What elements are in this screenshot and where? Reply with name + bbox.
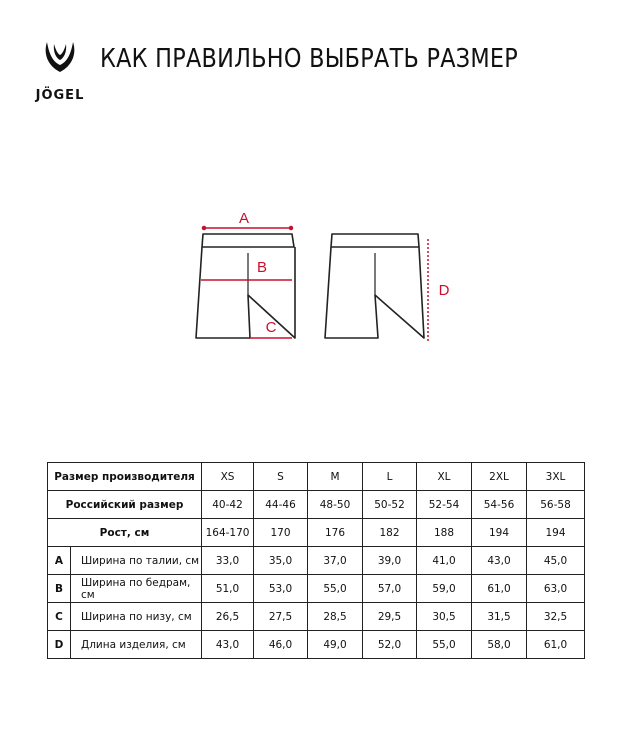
table-cell: 55,0 — [308, 575, 363, 603]
size-cell: M — [308, 463, 363, 491]
size-cell: L — [363, 463, 417, 491]
size-cell: S — [254, 463, 308, 491]
table-cell: 57,0 — [363, 575, 417, 603]
table-row — [48, 547, 585, 575]
param-name: Ширина по низу, см — [71, 603, 202, 631]
brand-logo — [24, 40, 96, 106]
table-cell: 52-54 — [417, 491, 472, 519]
label-a: A — [238, 210, 250, 227]
size-cell: 2XL — [472, 463, 527, 491]
param-name: Ширина по талии, см — [71, 547, 202, 575]
table-cell: 194 — [527, 519, 585, 547]
table-cell: 49,0 — [308, 631, 363, 659]
table-row — [48, 519, 585, 547]
size-cell: 3XL — [527, 463, 585, 491]
row-letter: B — [48, 575, 71, 603]
table-cell: 170 — [254, 519, 308, 547]
logo-text: JÖGEL — [35, 88, 85, 103]
table-cell: 182 — [363, 519, 417, 547]
table-cell: 27,5 — [254, 603, 308, 631]
table-cell: 43,0 — [472, 547, 527, 575]
table-row — [48, 575, 585, 603]
table-cell: 41,0 — [417, 547, 472, 575]
shorts-front — [196, 234, 295, 338]
table-cell: 44-46 — [254, 491, 308, 519]
table-cell: 51,0 — [202, 575, 254, 603]
jogel-emblem-icon — [38, 40, 82, 84]
table-cell: 54-56 — [472, 491, 527, 519]
table-cell: 188 — [417, 519, 472, 547]
table-cell: 55,0 — [417, 631, 472, 659]
row-letter: C — [48, 603, 71, 631]
table-cell: 33,0 — [202, 547, 254, 575]
row-letter: D — [48, 631, 71, 659]
table-cell: 46,0 — [254, 631, 308, 659]
param-name: Ширина по бедрам, см — [71, 575, 202, 603]
table-cell: 29,5 — [363, 603, 417, 631]
table-cell: 50-52 — [363, 491, 417, 519]
param-name: Длина изделия, см — [71, 631, 202, 659]
table-row — [48, 491, 585, 519]
label-d: D — [438, 282, 450, 299]
table-cell: 61,0 — [472, 575, 527, 603]
table-cell: 28,5 — [308, 603, 363, 631]
table-cell: 45,0 — [527, 547, 585, 575]
table-row — [48, 603, 585, 631]
table-cell: 164-170 — [202, 519, 254, 547]
table-row — [48, 631, 585, 659]
table-cell: 63,0 — [527, 575, 585, 603]
shorts-back — [325, 234, 424, 338]
table-cell: 53,0 — [254, 575, 308, 603]
table-cell: 30,5 — [417, 603, 472, 631]
table-row — [48, 463, 585, 491]
table-cell: 194 — [472, 519, 527, 547]
table-cell: 56-58 — [527, 491, 585, 519]
row-letter: A — [48, 547, 71, 575]
table-cell: 32,5 — [527, 603, 585, 631]
table-cell: 52,0 — [363, 631, 417, 659]
header-label: Размер производителя — [48, 463, 202, 491]
russian-size-label: Российский размер — [48, 491, 202, 519]
table-cell: 43,0 — [202, 631, 254, 659]
table-cell: 58,0 — [472, 631, 527, 659]
table-cell: 35,0 — [254, 547, 308, 575]
height-label: Рост, см — [48, 519, 202, 547]
table-cell: 31,5 — [472, 603, 527, 631]
table-cell: 176 — [308, 519, 363, 547]
table-cell: 37,0 — [308, 547, 363, 575]
table-cell: 40-42 — [202, 491, 254, 519]
table-cell: 61,0 — [527, 631, 585, 659]
size-cell: XL — [417, 463, 472, 491]
table-cell: 26,5 — [202, 603, 254, 631]
table-cell: 39,0 — [363, 547, 417, 575]
page-title: КАК ПРАВИЛЬНО ВЫБРАТЬ РАЗМЕР — [100, 44, 519, 74]
label-c: C — [265, 319, 277, 336]
table-cell: 48-50 — [308, 491, 363, 519]
size-table — [47, 462, 585, 659]
size-cell: XS — [202, 463, 254, 491]
table-cell: 59,0 — [417, 575, 472, 603]
label-b: B — [256, 259, 268, 276]
shorts-diagram — [180, 195, 450, 355]
